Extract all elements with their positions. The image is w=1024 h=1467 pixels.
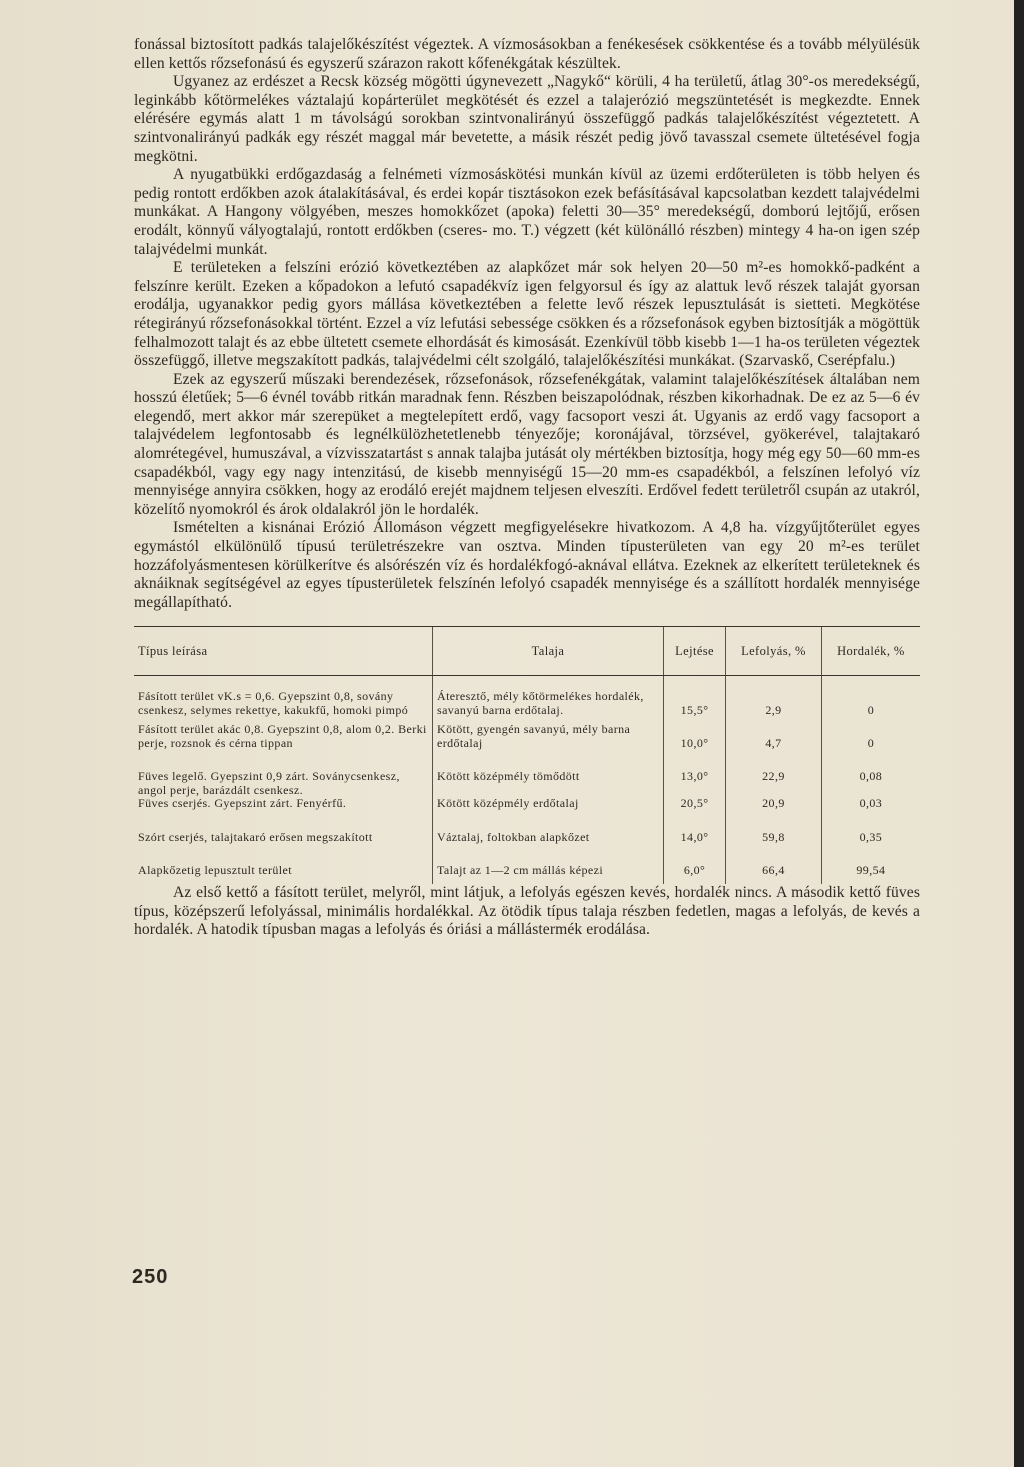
cell-lejtes: 15,5° — [664, 690, 726, 723]
header-lefolyas: Lefolyás, % — [726, 627, 822, 676]
cell-hordalek: 0 — [821, 690, 920, 723]
cell-lejtes: 10,0° — [664, 723, 726, 756]
header-talaja: Talaja — [433, 627, 664, 676]
header-hordalek: Hordalék, % — [821, 627, 920, 676]
paragraph-2: Ugyanez az erdészet a Recsk község mögötti úgynevezett „Nagykő“ körüli, 4 ha területű, átlag 30°-os meredekségű, leginkább kőtörmelékes váztalajú kopárterület megkötését és ezzel a talajerózió megszüntetését is megkezdte. Ennek elérésére egymás alatt 1 m távolságú sorokban szintvonalirányú összefüggő padkás talajelőkészítést végeztetett. A szintvonalirányú padkák egy részét maggal már bevetette, a másik részét pedig jövő tavasszal csemete ültetésével fogja megkötni. — [134, 73, 920, 165]
table-header-row — [134, 627, 920, 676]
cell-lefolyas: 22,9 — [726, 770, 822, 797]
cell-hordalek: 0 — [821, 723, 920, 756]
cell-lefolyas: 59,8 — [726, 831, 822, 851]
paragraph-3: A nyugatbükki erdőgazdaság a felnémeti vízmosáskötési munkán kívül az üzemi erdőterületen is több helyen és pedig rontott erdőkben azok átalakításával, és erdei kopár tisztásokon ezek befásításával kapcsolatban kezdett talajvédelmi munkákat. A Hangony völgyében, meszes homokkőzet (apoka) feletti 30—35° meredekségű, domború lejtőjű, erősen erodált, könnyű vályogtalajú, rontott erdőkben (cseres- mo. T.) végzett (két különálló részben) mintegy 4 ha-on igen szép talajvédelmi munkát. — [134, 166, 920, 258]
paragraph-1: fonással biztosított padkás talajelőkészítést végeztek. A vízmosásokban a fenékesések csökkentése és a tovább mélyülésük ellen kettős rőzsefonású és egyszerű szárazon rakott kőfenékgátak készültek. — [134, 36, 920, 72]
paragraph-5: Ezek az egyszerű műszaki berendezések, rőzsefonások, rőzsefenékgátak, valamint talajelőkészítések általában nem hosszú életűek; 5—6 évnél tovább ritkán maradnak fenn. Részben beiszapolódnak, részben kikorhadnak. De ez az 5—6 év elegendő, mert akkor már szerepüket a megtelepített erdő, vagy facsoport veszi át. Ugyanis az erdő vagy facsoport a talajvédelem legfontosabb és legnélkülözhetetlenebb tényezője; koronájával, törzsével, gyökerével, talajtakaró alomrétegével, humuszával, a vízvisszatartást s annak talajba jutását oly mértékben biztosítja, hogy még egy 50—60 mm-es csapadékból, vagy egy nagy intenzitású, de kisebb mennyiségű 15—20 mm-es csapadékból, a felszínen lefolyó víz mennyisége annyira csökken, hogy az erodáló erejét majdnem teljesen elveszíti. Erdővel fedett területről csupán az utakról, közelítő nyomokról és árok oldalakról jön le hordalék. — [134, 370, 920, 518]
cell-hordalek: 0,03 — [821, 797, 920, 817]
table-row — [134, 831, 920, 851]
paragraph-6: Ismételten a kisnánai Erózió Állomáson végzett megfigyelésekre hivatkozom. A 4,8 ha. vízgyűjtőterület egyes egymástól elkülönülő típusú területrészekre van osztva. Minden típusterületen van egy 20 m²-es terület hozzáfolyásmentesen körülkerítve és alsórészén víz és hordalékfogó-aknával ellátva. Ezeknek az elkerített területeknek és aknáiknak segítségével az egyes típusterületek felszínén lefolyó csapadék mennyisége és a szállított hordalék mennyisége megállapítható. — [134, 519, 920, 611]
cell-hordalek: 99,54 — [821, 864, 920, 884]
cell-lejtes: 13,0° — [664, 770, 726, 797]
cell-talaja: Áteresztő, mély kőtörmelékes hordalék, savanyú barna erdőtalaj. — [433, 690, 664, 723]
page-number: 250 — [132, 1266, 169, 1288]
cell-lejtes: 14,0° — [664, 831, 726, 851]
cell-lefolyas: 4,7 — [726, 723, 822, 756]
cell-tipus: Alapkőzetig lepusztult terület — [138, 863, 292, 878]
cell-lejtes: 6,0° — [664, 864, 726, 884]
cell-tipus: Füves cserjés. Gyepszint zárt. Fenyérfű. — [138, 796, 347, 811]
paragraph-4: E területeken a felszíni erózió következtében az alapkőzet már sok helyen 20—50 m²-es homokkő-padként a felszínre került. Ezeken a kőpadokon a lefutó csapadékvíz igen felgyorsul és így az alattuk levő részek talaját gyorsan erodálja, ugyanakkor pedig gyors mállása következtében a felette levő részek lepusztulását is sietteti. Megkötése rétegirányú rőzsefonásokkal történt. Ezzel a víz lefutási sebessége csökken és a rőzsefonások egyben biztosítják a mögöttük felhalmozott talajt és az ebbe ültetett csemete elhordását és kimosását. Ezenkívül több kisebb 1—1 ha-os területen végeztek összefüggő, illetve megszakított padkás, talajvédelmi célt szolgáló, talajelőkészítési munkákat. (Szarvaskő, Cserépfalu.) — [134, 259, 920, 370]
table-row — [134, 770, 920, 797]
cell-hordalek: 0,35 — [821, 831, 920, 851]
header-tipus: Típus leírása — [134, 627, 433, 676]
table-row — [134, 690, 920, 723]
cell-talaja: Talajt az 1—2 cm mállás képezi — [433, 864, 664, 884]
cell-tipus: Füves legelő. Gyepszint 0,9 zárt. Soványcsenkesz, angol perje, barázdált csenkesz. — [138, 769, 400, 797]
scan-edge — [1014, 0, 1024, 1467]
cell-tipus: Szórt cserjés, talajtakaró erősen megszakított — [138, 829, 373, 844]
cell-tipus: Fásított terület vK.s = 0,6. Gyepszint 0,8, sovány csenkesz, selymes rekettye, kakukfű, homoki pimpó — [138, 689, 409, 717]
cell-lefolyas: 2,9 — [726, 690, 822, 723]
table-row — [134, 864, 920, 884]
table-row — [134, 797, 920, 817]
cell-lefolyas: 66,4 — [726, 864, 822, 884]
cell-lefolyas: 20,9 — [726, 797, 822, 817]
table-row — [134, 723, 920, 756]
header-lejtes: Lejtése — [664, 627, 726, 676]
cell-hordalek: 0,08 — [821, 770, 920, 797]
cell-lejtes: 20,5° — [664, 797, 726, 817]
page-content — [134, 36, 920, 940]
cell-talaja: Váztalaj, foltokban alapkőzet — [433, 831, 664, 851]
cell-talaja: Kötött középmély tömődött — [433, 770, 664, 797]
cell-talaja: Kötött, gyengén savanyú, mély barna erdőtalaj — [433, 723, 664, 756]
cell-talaja: Kötött középmély erdőtalaj — [433, 797, 664, 817]
erosion-data-table — [134, 626, 920, 884]
closing-paragraph: Az első kettő a fásított terület, melyről, mint látjuk, a lefolyás egészen kevés, hordalék nincs. A második kettő füves típus, középszerű lefolyással, minimális hordalékkal. Az ötödik típus talaja részben fedetlen, magas a lefolyás, de kevés a hordalék. A hatodik típusban magas a lefolyás és óriási a mállástermék erodálása. — [134, 883, 920, 939]
cell-tipus: Fásított terület akác 0,8. Gyepszint 0,8, alom 0,2. Berki perje, rozsnok és cérna tippan — [138, 722, 427, 750]
